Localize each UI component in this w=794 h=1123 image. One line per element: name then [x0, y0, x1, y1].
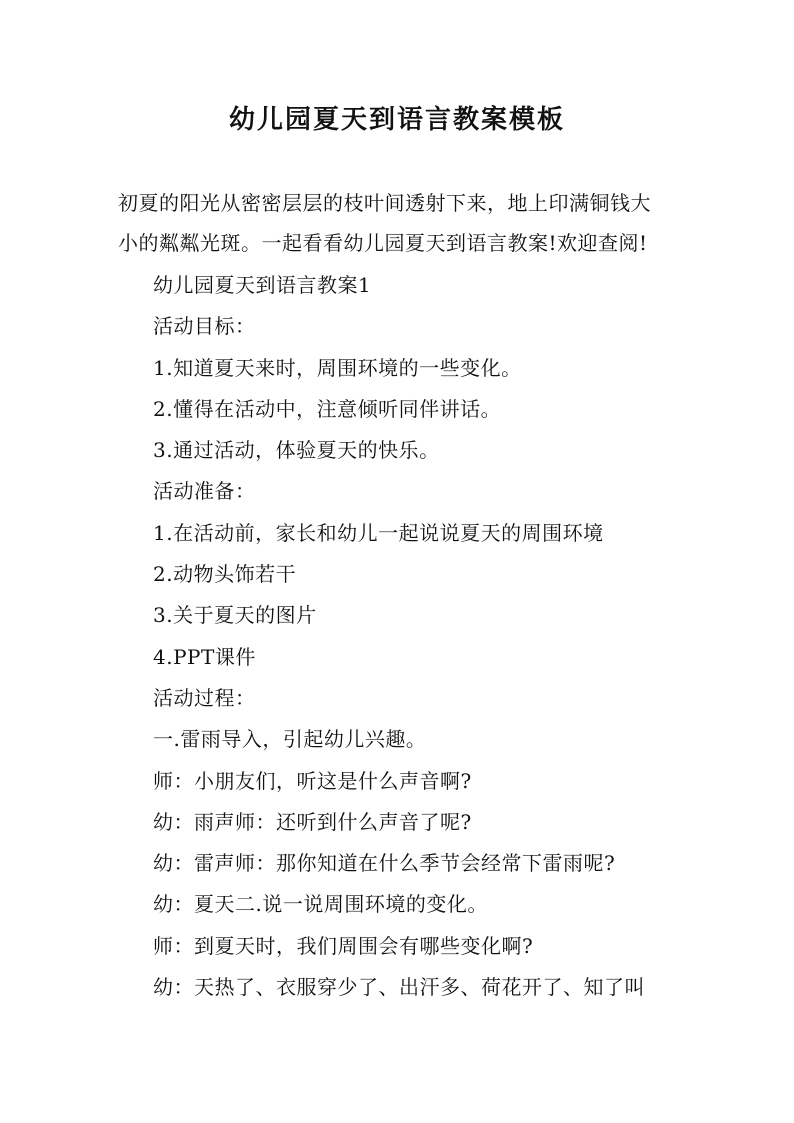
lesson-plan-body	[153, 265, 713, 1008]
intro-paragraph	[118, 183, 688, 263]
subheading-process: 活动过程：	[153, 685, 256, 710]
dialogue-line: 幼：雨声师：还听到什么声音了呢?	[153, 809, 472, 834]
dialogue-line: 幼：夏天二.说一说周围环境的变化。	[153, 892, 488, 917]
text-line: 2.动物头饰若干	[153, 562, 297, 587]
text-line: 3.关于夏天的图片	[153, 603, 317, 628]
text-line: 3.通过活动，体验夏天的快乐。	[153, 438, 440, 463]
text-line: 2.懂得在活动中，注意倾听同伴讲话。	[153, 396, 502, 421]
page-title: 幼儿园夏天到语言教案模板	[228, 105, 565, 135]
text-line: 1.在活动前，家长和幼儿一起说说夏天的周围环境	[153, 520, 604, 545]
intro-line: 小的粼粼光斑。一起看看幼儿园夏天到语言教案!欢迎查阅!	[118, 231, 648, 255]
dialogue-line: 师：到夏天时，我们周围会有哪些变化啊?	[153, 933, 534, 958]
dialogue-line: 师：小朋友们，听这是什么声音啊?	[153, 768, 472, 793]
intro-line: 初夏的阳光从密密层层的枝叶间透射下来，地上印满铜钱大	[118, 191, 651, 215]
text-line: 一.雷雨导入，引起幼儿兴趣。	[153, 727, 427, 752]
subheading-preparation: 活动准备：	[153, 479, 256, 504]
text-line: 1.知道夏天来时，周围环境的一些变化。	[153, 355, 522, 380]
subheading-objectives: 活动目标：	[153, 314, 256, 339]
dialogue-line: 幼：天热了、衣服穿少了、出汗多、荷花开了、知了叫	[153, 975, 645, 1000]
text-line: 4.PPT课件	[153, 644, 256, 669]
dialogue-line: 幼：雷声师：那你知道在什么季节会经常下雷雨呢?	[153, 851, 616, 876]
section-heading: 幼儿园夏天到语言教案1	[153, 273, 372, 297]
